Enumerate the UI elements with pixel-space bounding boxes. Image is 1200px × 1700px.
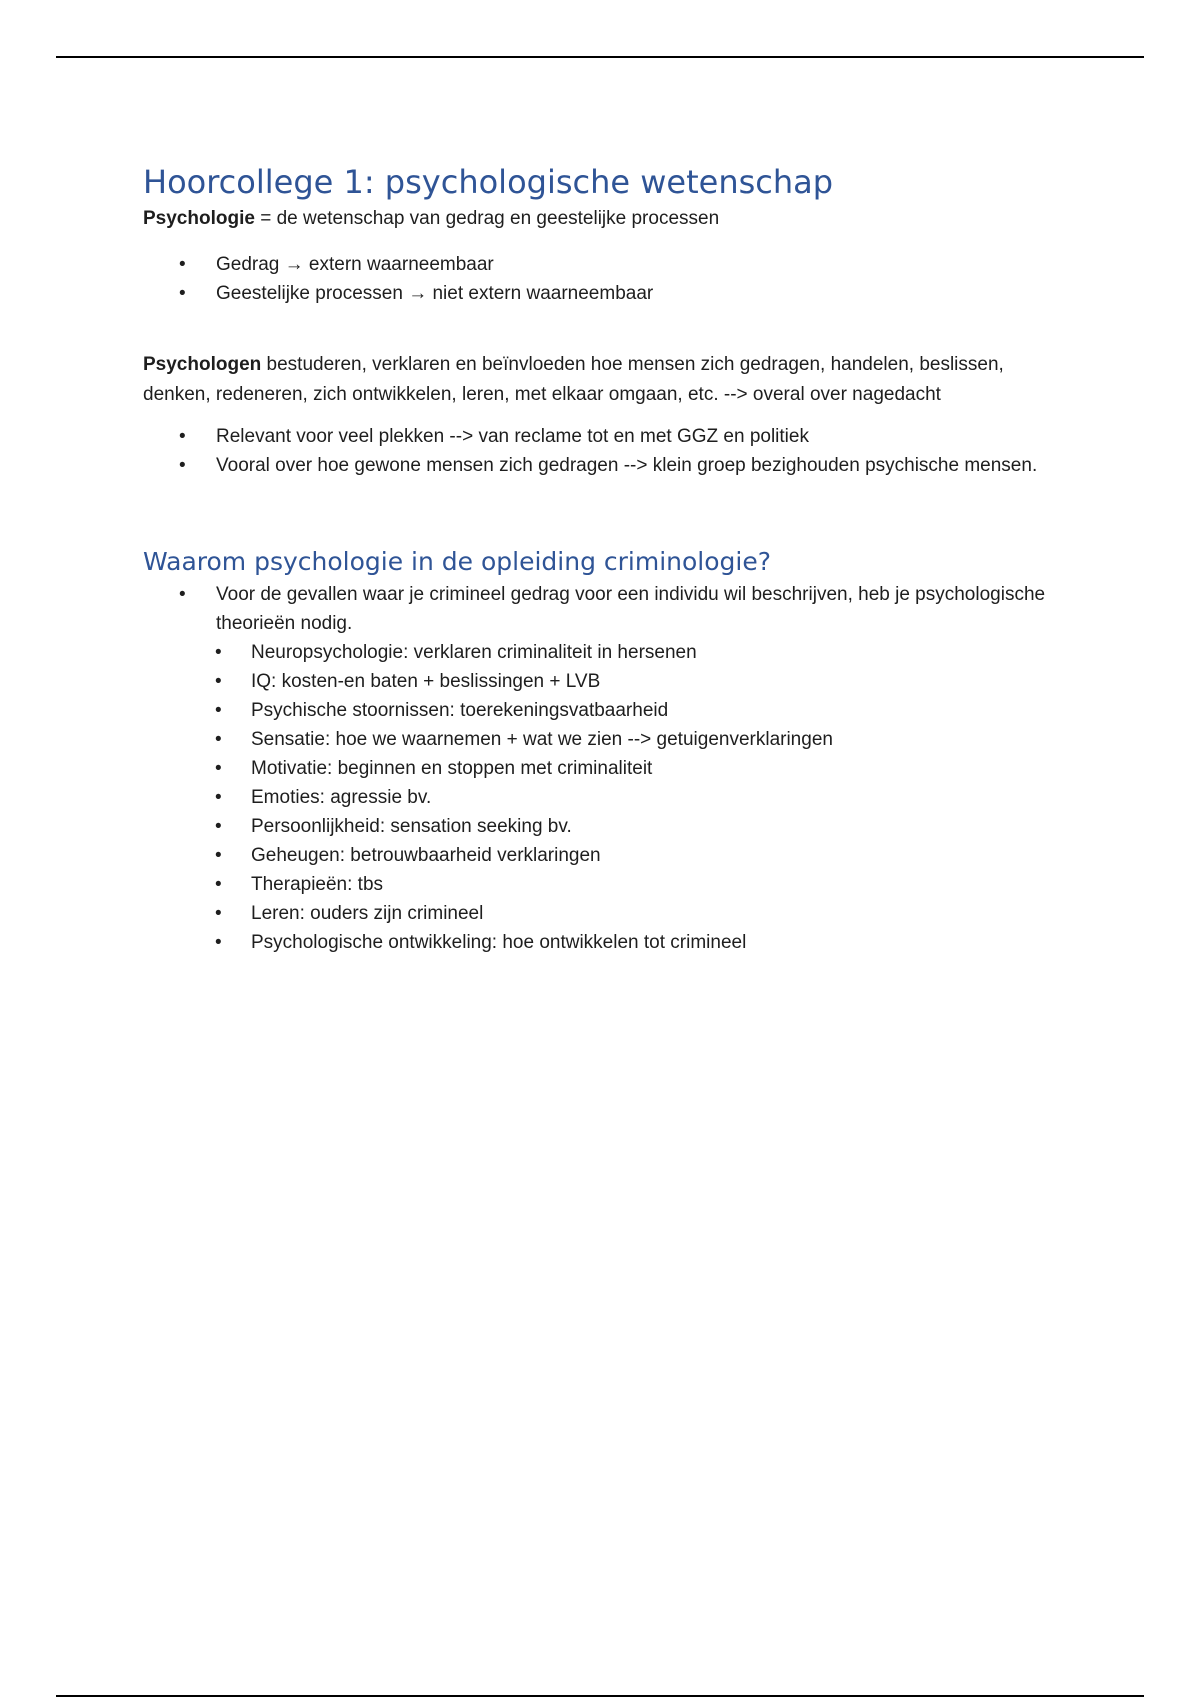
list-item: • Geestelijke processen → niet extern waarneembaar xyxy=(143,279,1063,308)
list-item: • IQ: kosten-en baten + beslissingen + LVB xyxy=(143,667,1063,696)
list-item: • Motivatie: beginnen en stoppen met criminaliteit xyxy=(143,754,1063,783)
list-item: • Psychologische ontwikkeling: hoe ontwikkelen tot crimineel xyxy=(143,928,1063,957)
list-item: • Sensatie: hoe we waarnemen + wat we zien --> getuigenverklaringen xyxy=(143,725,1063,754)
definition-list xyxy=(143,250,1063,308)
list-item: • Vooral over hoe gewone mensen zich gedragen --> klein groep bezighouden psychische mensen. xyxy=(143,451,1063,480)
paragraph-text: bestuderen, verklaren en beïnvloeden hoe mensen zich gedragen, handelen, beslissen, denken, redeneren, zich ontwikkelen, leren, met elkaar omgaan, etc. --> overal over nagedacht xyxy=(143,354,1004,405)
bullet-icon: • xyxy=(215,903,222,924)
bullet-icon: • xyxy=(215,671,222,692)
section-title: Waarom psychologie in de opleiding criminologie? xyxy=(143,547,772,576)
paragraph-list xyxy=(143,422,1063,480)
footer-rule xyxy=(56,1695,1144,1697)
list-item: • Emoties: agressie bv. xyxy=(143,783,1063,812)
document-body xyxy=(143,160,1063,957)
definition-paragraph xyxy=(143,204,1063,234)
bullet-icon: • xyxy=(179,426,186,447)
bullet-icon: • xyxy=(215,874,222,895)
header-rule xyxy=(56,56,1144,58)
list-item: • Gedrag → extern waarneembaar xyxy=(143,250,1063,279)
bullet-icon: • xyxy=(179,254,186,275)
section-list xyxy=(143,580,1063,638)
list-item: • Voor de gevallen waar je crimineel gedrag voor een individu wil beschrijven, heb je psychologische theorieën nodig. xyxy=(143,580,1063,638)
paragraph-term: Psychologen xyxy=(143,354,262,375)
bullet-icon: • xyxy=(179,584,186,605)
list-item: • Psychische stoornissen: toerekeningsvatbaarheid xyxy=(143,696,1063,725)
bullet-icon: • xyxy=(215,816,222,837)
bullet-icon: • xyxy=(215,845,222,866)
list-item: • Relevant voor veel plekken --> van reclame tot en met GGZ en politiek xyxy=(143,422,1063,451)
bullet-icon: • xyxy=(179,283,186,304)
bullet-icon: • xyxy=(215,787,222,808)
bullet-icon: • xyxy=(215,932,222,953)
bullet-icon: • xyxy=(179,455,186,476)
psychologen-paragraph xyxy=(143,350,1063,410)
list-item: • Persoonlijkheid: sensation seeking bv. xyxy=(143,812,1063,841)
page-title: Hoorcollege 1: psychologische wetenschap xyxy=(143,163,834,201)
bullet-icon: • xyxy=(215,700,222,721)
bullet-icon: • xyxy=(215,729,222,750)
bullet-icon: • xyxy=(215,642,222,663)
list-item: • Neuropsychologie: verklaren criminaliteit in hersenen xyxy=(143,638,1063,667)
definition-text: = de wetenschap van gedrag en geestelijke processen xyxy=(254,208,720,229)
list-item: • Geheugen: betrouwbaarheid verklaringen xyxy=(143,841,1063,870)
definition-term: Psychologie xyxy=(143,208,255,229)
list-item: • Leren: ouders zijn crimineel xyxy=(143,899,1063,928)
list-item: • Therapieën: tbs xyxy=(143,870,1063,899)
sub-list xyxy=(143,638,1063,957)
bullet-icon: • xyxy=(215,758,222,779)
